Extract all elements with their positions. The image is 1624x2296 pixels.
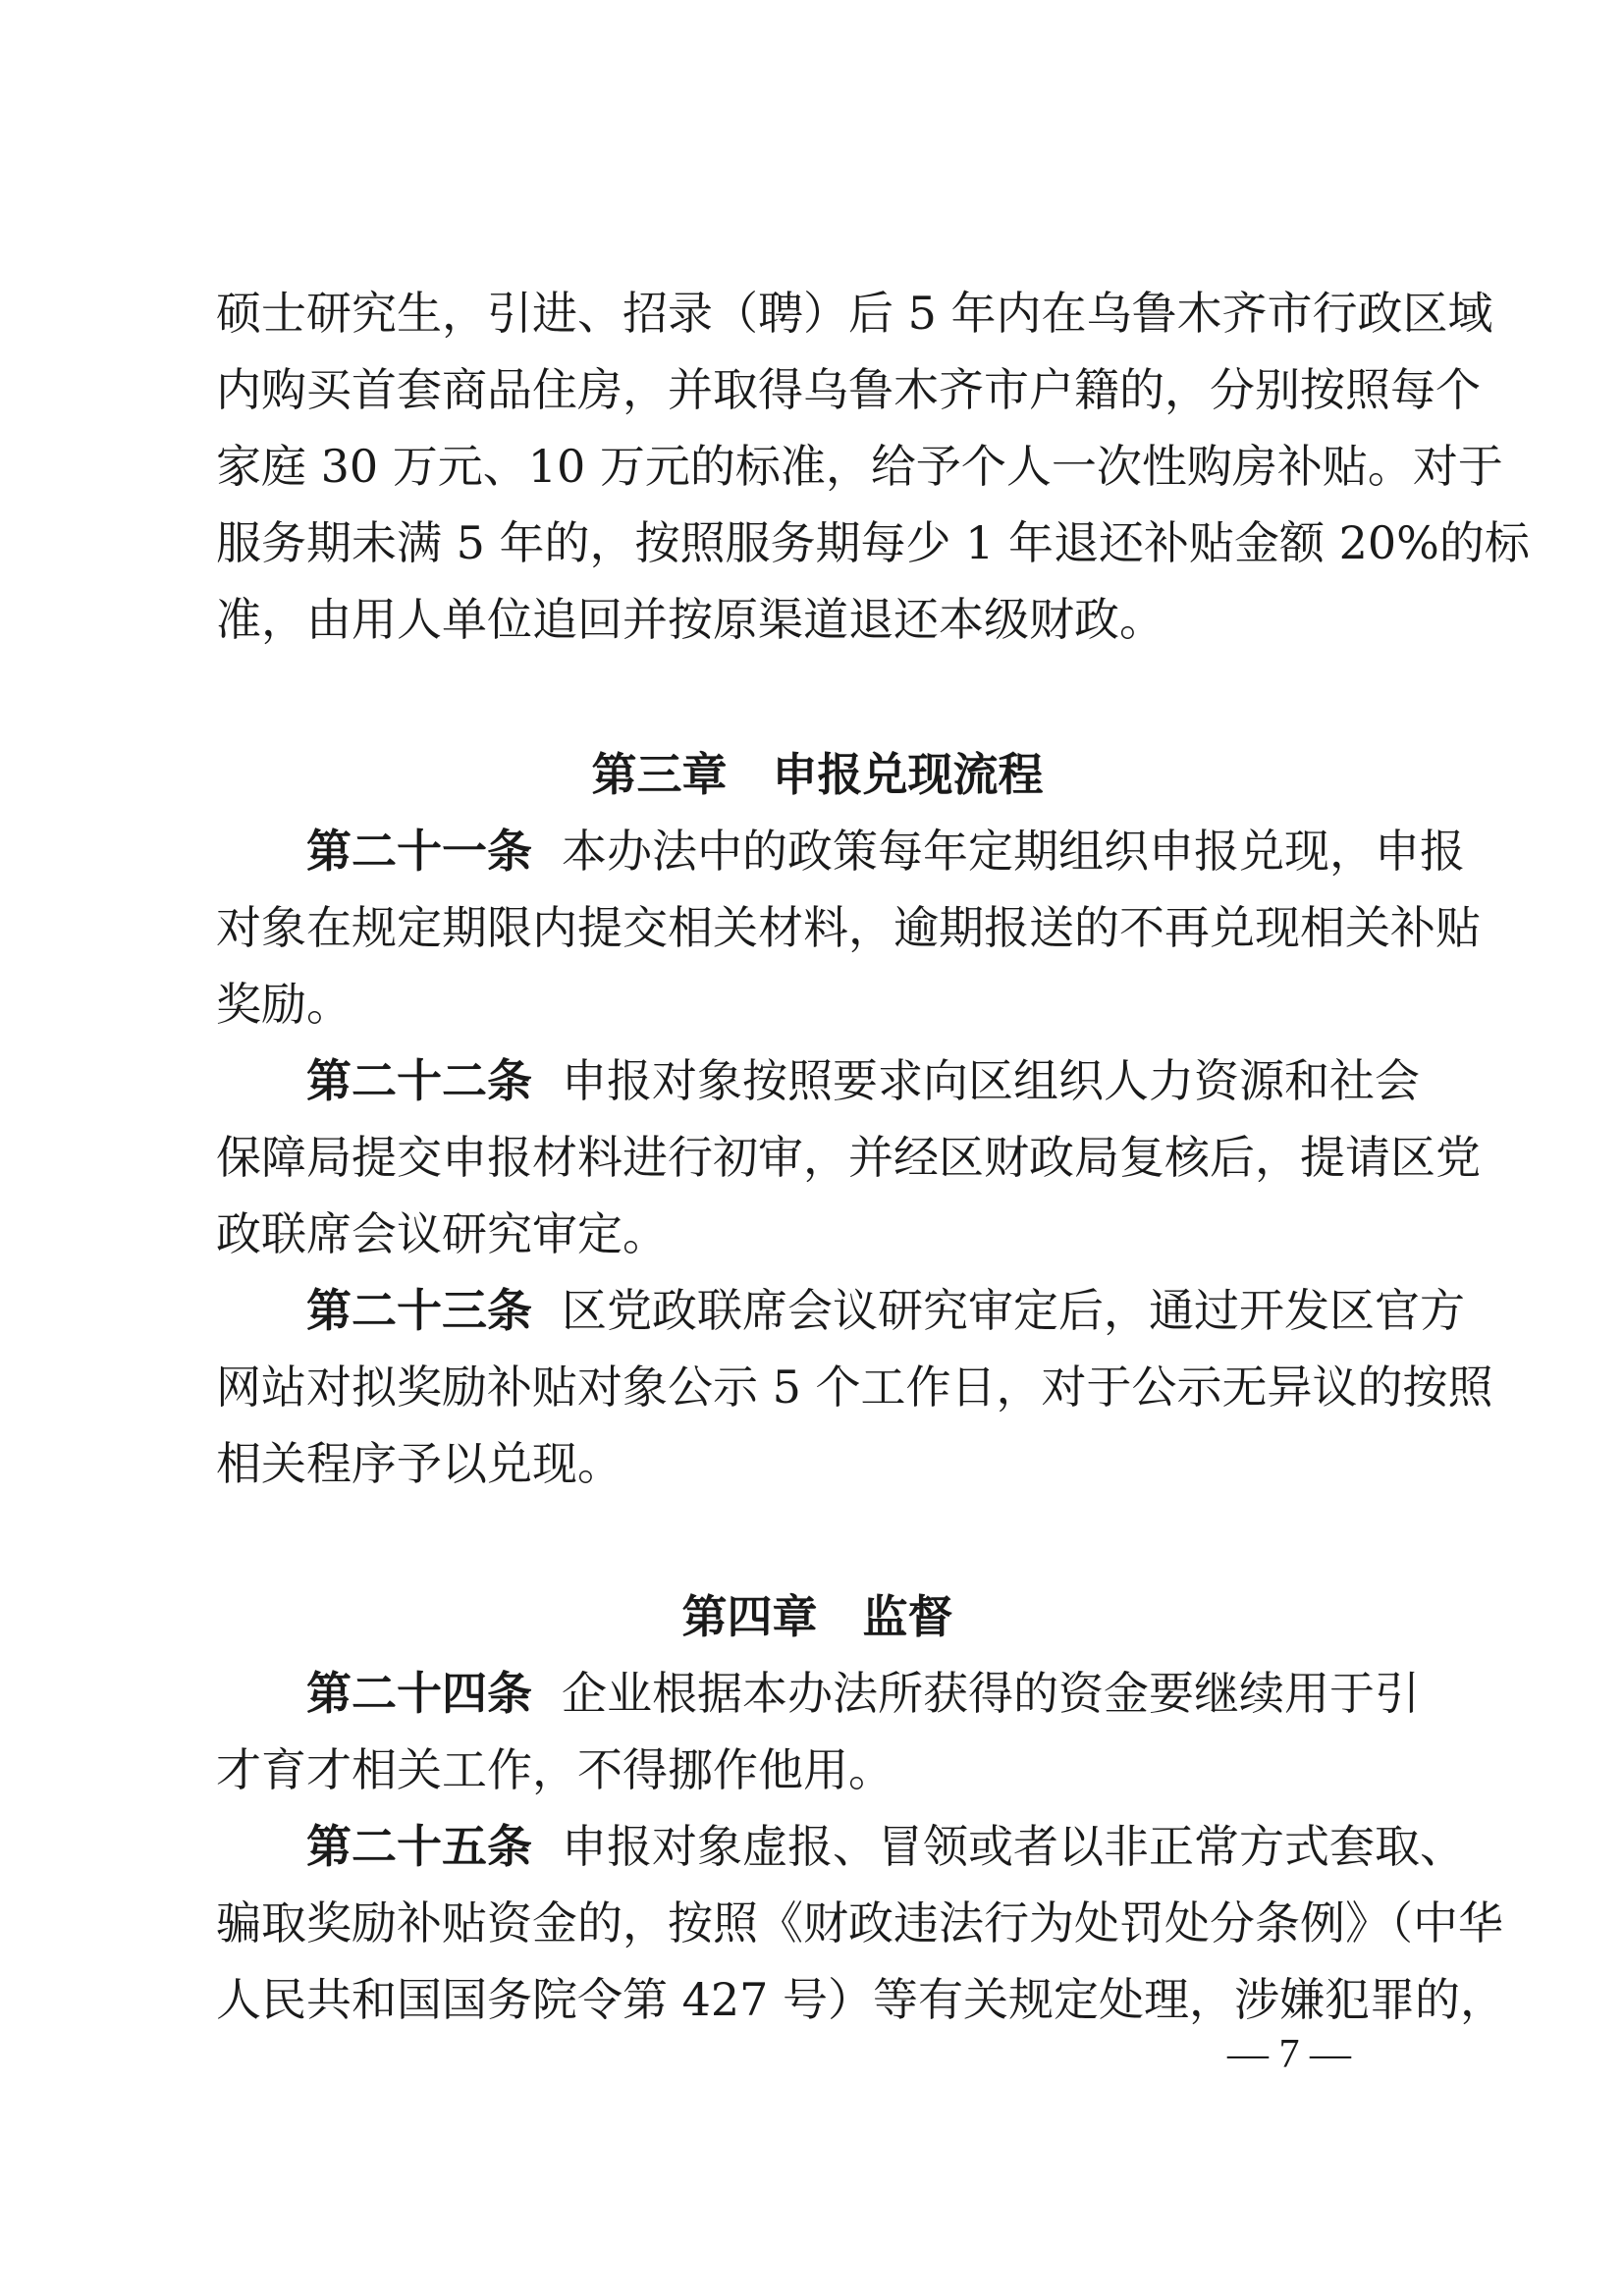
article-label: 第二十一条 <box>306 825 532 878</box>
intro-line: 内购买首套商品住房，并取得乌鲁木齐市户籍的，分别按照每个 <box>216 363 1481 416</box>
article-line: 奖励。 <box>216 978 352 1031</box>
article-line: 对象在规定期限内提交相关材料，逾期报送的不再兑现相关补贴 <box>216 901 1481 954</box>
article-label: 第二十三条 <box>306 1284 532 1337</box>
chapter-heading <box>216 746 1419 803</box>
page-number: — 7 — <box>1227 2032 1351 2077</box>
article-line: 保障局提交申报材料进行初审，并经区财政局复核后，提请区党 <box>216 1131 1481 1184</box>
article-line: 网站对拟奖励补贴对象公示 5 个工作日，对于公示无异议的按照 <box>216 1361 1493 1414</box>
article-first-line <box>306 1818 1465 1875</box>
article-line: 才育才相关工作，不得挪作他用。 <box>216 1743 893 1796</box>
article-first-line <box>306 1282 1465 1339</box>
article-text: 企业根据本办法所获得的资金要继续用于引 <box>562 1667 1420 1720</box>
intro-line: 服务期未满 5 年的，按照服务期每少 1 年退还补贴金额 20%的标 <box>216 516 1530 569</box>
article-line: 人民共和国国务院令第 427 号）等有关规定处理，涉嫌犯罪的， <box>216 1973 1506 2026</box>
article-text: 本办法中的政策每年定期组织申报兑现，申报 <box>562 825 1465 878</box>
article-line: 相关程序予以兑现。 <box>216 1437 623 1490</box>
article-first-line <box>306 823 1465 880</box>
article-line: 骗取奖励补贴资金的，按照《财政违法行为处罚处分条例》（中华 <box>216 1896 1503 1949</box>
article-first-line <box>306 1665 1419 1722</box>
chapter-heading <box>216 1588 1419 1645</box>
article-first-line <box>306 1052 1419 1109</box>
chapter-number: 第四章 <box>681 1590 818 1643</box>
article-label: 第二十五条 <box>306 1820 532 1873</box>
article-text: 申报对象按照要求向区组织人力资源和社会 <box>562 1054 1420 1107</box>
article-label: 第二十四条 <box>306 1667 532 1720</box>
chapter-number: 第三章 <box>591 748 728 801</box>
article-label: 第二十二条 <box>306 1054 532 1107</box>
article-line: 政联席会议研究审定。 <box>216 1207 668 1260</box>
intro-line: 准，由用人单位追回并按原渠道退还本级财政。 <box>216 593 1164 646</box>
intro-line: 硕士研究生，引进、招录（聘）后 5 年内在乌鲁木齐市行政区域 <box>216 287 1493 340</box>
article-text: 申报对象虚报、冒领或者以非正常方式套取、 <box>562 1820 1465 1873</box>
article-text: 区党政联席会议研究审定后，通过开发区官方 <box>562 1284 1465 1337</box>
intro-line: 家庭 30 万元、10 万元的标准，给予个人一次性购房补贴。对于 <box>216 440 1503 493</box>
chapter-title: 监督 <box>862 1590 953 1643</box>
chapter-title: 申报兑现流程 <box>772 748 1044 801</box>
